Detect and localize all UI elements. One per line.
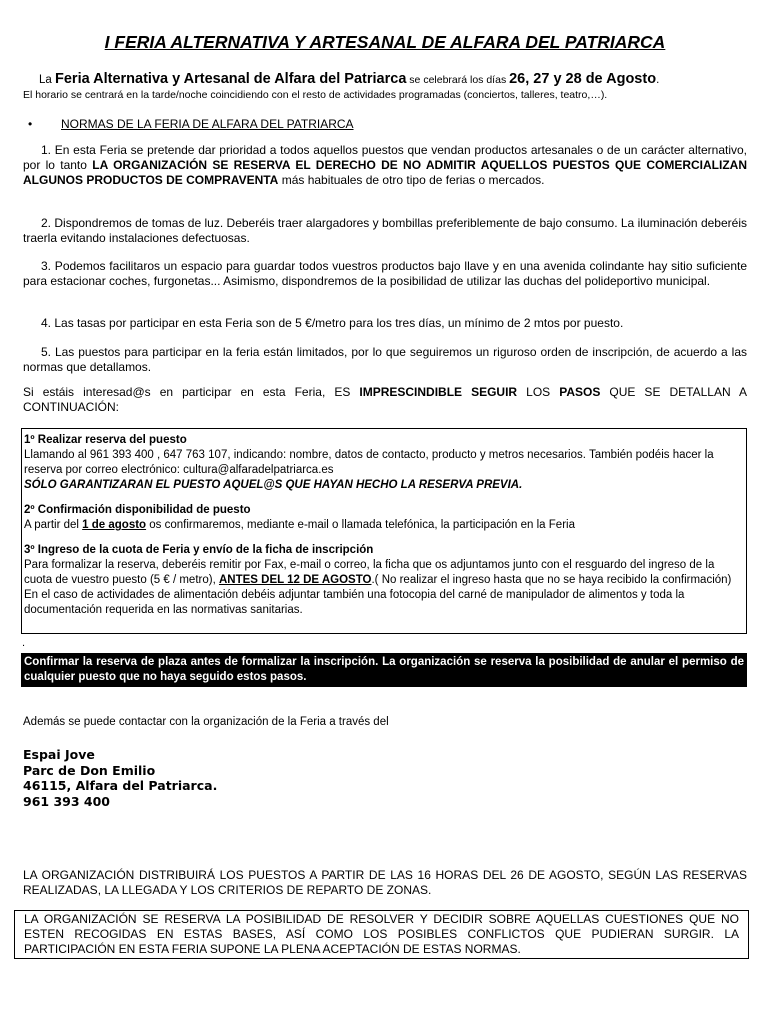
step-2-text [24, 518, 744, 533]
norm-3-text: 3. Podemos facilitaros un espacio para guardar todos vuestros productos bajo llave y en una avenida colindante hay sitio suficiente para estacionar coches, furgonetas... Asimismo, dispondremos de la posibilidad de utilizar las duchas del polideportivo municipal. [23, 259, 747, 288]
step-2-heading: 2º Confirmación disponibilidad de puesto [24, 504, 251, 516]
contact-phone: 961 393 400 [23, 793, 110, 809]
norm-2 [23, 216, 747, 246]
intro-la: La [39, 74, 55, 86]
step-3-b: .( No realizar el ingreso hasta que no se haya recibido la confirmación) [371, 574, 732, 586]
contact-intro: Además se puede contactar con la organización de la Feria a través del [23, 716, 389, 728]
steps-intro-c: LOS [517, 385, 560, 399]
norm-4-text: 4. Las tasas por participar en esta Feria son de 5 €/metro para los tres días, un mínimo de 2 mtos por puesto. [41, 316, 624, 330]
step-3-a: Para formalizar la reserva, deberéis remitir por Fax, e-mail o correo, la ficha que os adjuntamos junto con el resguardo del ingreso de la cuota de vuestro puesto (5 € / metro), [24, 559, 715, 586]
bullet-icon: • [28, 117, 33, 131]
confirm-notice: Confirmar la reserva de plaza antes de formalizar la inscripción. La organización se reserva la posibilidad de anular el permiso de cualquier puesto que no haya seguido estos pasos. [21, 653, 747, 687]
step-1-text: Llamando al 961 393 400 , 647 763 107, indicando: nombre, datos de contacto, producto y metros necesarios. También podéis hacer la reserva por correo electrónico: cultura@alfaradelpatriarca.es [24, 449, 714, 476]
step-1-heading: 1º Realizar reserva del puesto [24, 434, 187, 446]
contact-street: Parc de Don Emilio [23, 762, 156, 778]
step-1-warning: SÓLO GARANTIZARAN EL PUESTO AQUEL@S QUE HAYAN HECHO LA RESERVA PREVIA. [24, 479, 523, 491]
steps-intro-e: QUE SE DETALLAN A CONTINUACIÓN: [23, 385, 748, 414]
step-2-date: 1 de agosto [82, 519, 147, 531]
contact-address [23, 747, 217, 809]
step-3-heading: 3º Ingreso de la cuota de Feria y envío de la ficha de inscripción [24, 544, 374, 556]
event-name: Feria Alternativa y Artesanal de Alfara del Patriarca [55, 71, 407, 87]
norms-heading-text: NORMAS DE LA FERIA DE ALFARA DEL PATRIARCA [61, 117, 354, 131]
steps-box [21, 428, 747, 634]
event-dates: 26, 27 y 28 de Agosto [509, 71, 657, 87]
steps-intro-a: Si estáis interesad@s en participar en esta Feria, ES [23, 385, 360, 399]
intro-period: . [656, 74, 660, 86]
norm-4 [23, 316, 747, 331]
norm-2-text: 2. Dispondremos de tomas de luz. Deberéis traer alargadores y bombillas preferiblemente de bajo consumo. La iluminación deberéis traerla evitando instalaciones defectuosas. [23, 216, 747, 245]
step-3-text [24, 558, 744, 588]
norm-3 [23, 259, 747, 289]
step-3-deadline: ANTES DEL 12 DE AGOSTO [218, 574, 372, 586]
norm-1-a: 1. En esta Feria se pretende dar prioridad a todos aquellos puestos que vendan productos artesanales o de un carácter alternativo, por lo tanto [23, 143, 747, 172]
intro-celebration: se celebrará los días [406, 74, 510, 86]
contact-name: Espai Jove [23, 747, 95, 762]
contact-city: 46115, Alfara del Patriarca. [23, 778, 218, 793]
step-3-food: En el caso de actividades de alimentación debéis adjuntar también una fotocopia del carné de manipulador de alimentos y toda la documentación requerida en las normativas sanitarias. [24, 589, 685, 616]
steps-intro-d: PASOS [559, 385, 601, 399]
intro-schedule: El horario se centrará en la tarde/noche coincidiendo con el resto de actividades programadas (conciertos, talleres, teatro,…). [23, 89, 608, 101]
norms-heading [28, 117, 354, 131]
norm-1 [23, 143, 747, 188]
norm-1-c: más habituales de otro tipo de ferias o mercados. [278, 173, 545, 187]
norm-5 [23, 345, 747, 375]
steps-intro-b: IMPRESCINDIBLE SEGUIR [359, 385, 518, 399]
norm-5-text: 5. Las puestos para participar en la feria están limitados, por lo que seguiremos un riguroso orden de inscripción, de acuerdo a las normas que detallamos. [23, 345, 747, 374]
steps-intro [23, 385, 747, 415]
separator-dot: . [22, 637, 26, 649]
step-2-b: os confirmaremos, mediante e-mail o llamada telefónica, la participación en la Feria [146, 519, 575, 531]
intro-paragraph [23, 72, 747, 103]
step-2-a: A partir del [24, 519, 83, 531]
distribution-notice: LA ORGANIZACIÓN DISTRIBUIRÁ LOS PUESTOS A PARTIR DE LAS 16 HORAS DEL 26 DE AGOSTO, SEGÚN LAS RESERVAS REALIZADAS, LA LLEGADA Y LOS CRITERIOS DE REPARTO DE ZONAS. [23, 868, 747, 897]
page-title: I FERIA ALTERNATIVA Y ARTESANAL DE ALFARA DEL PATRIARCA [104, 32, 666, 52]
final-notice: LA ORGANIZACIÓN SE RESERVA LA POSIBILIDAD DE RESOLVER Y DECIDIR SOBRE AQUELLAS CUESTIONES QUE NO ESTEN RECOGIDAS EN ESTAS BASES, ASÍ COMO LOS POSIBLES CONFLICTOS QUE PUDIERAN SURGIR. LA PARTICIPACIÓN EN ESTA FERIA SUPONE LA PLENA ACEPTACIÓN DE ESTAS NORMAS. [14, 910, 749, 959]
norm-1-b: LA ORGANIZACIÓN SE RESERVA EL DERECHO DE NO ADMITIR AQUELLOS PUESTOS QUE COMERCIALIZAN ALGUNOS PRODUCTOS DE COMPRAVENTA [23, 158, 747, 187]
